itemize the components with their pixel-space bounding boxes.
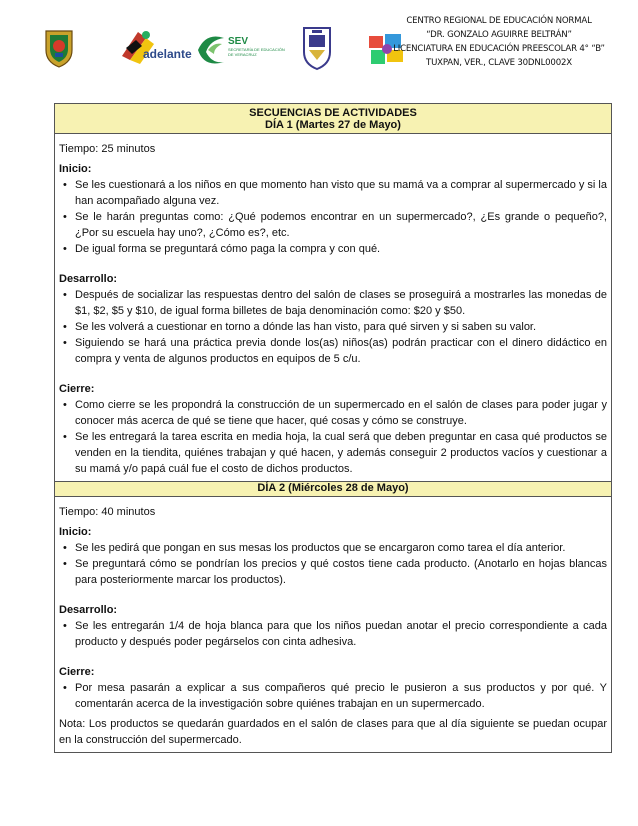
list-item: • De igual forma se preguntará cómo paga la compra y con qué. — [63, 243, 381, 255]
adelante-text: adelante — [143, 47, 192, 61]
day2-note: Nota: Los productos se quedarán guardados en el salón de clases para que al día siguiente se puedan ocupar en la construcción del supermercado. — [59, 718, 607, 746]
day2-time: Tiempo: 40 minutos — [59, 506, 156, 518]
bullet-icon: • — [63, 399, 67, 411]
day1-desarrollo-list — [59, 287, 607, 367]
day2-inicio-label: Inicio: — [59, 526, 92, 538]
logo-strip — [44, 26, 424, 72]
bullet-icon: • — [63, 337, 67, 349]
day1-section — [55, 134, 611, 481]
bullet-icon: • — [63, 682, 67, 694]
day1-time: Tiempo: 25 minutos — [59, 143, 156, 155]
list-item: • Se les volverá a cuestionar en torno a dónde las han visto, para qué sirven y si saben su valor. — [63, 321, 537, 333]
bullet-icon: • — [63, 620, 67, 632]
bullet-icon: • — [63, 243, 67, 255]
day1-heading: DÍA 1 (Martes 27 de Mayo) — [265, 119, 401, 131]
day2-desarrollo-list — [59, 618, 607, 650]
institution-line-1: CENTRO REGIONAL DE EDUCACIÓN NORMAL — [406, 16, 592, 26]
day2-section — [55, 497, 611, 752]
day1-inicio-label: Inicio: — [59, 163, 92, 175]
sev-logo — [194, 30, 286, 68]
activities-table — [54, 103, 612, 753]
day2-cierre-label: Cierre: — [59, 666, 95, 678]
bullet-icon: • — [63, 431, 67, 443]
day1-inicio-list — [59, 177, 607, 257]
institution-header — [384, 14, 614, 70]
list-item: • Siguiendo se hará una práctica previa donde los(as) niños(as) podrán practicar con el dinero didáctico en compra y venta de algunos productos en equipos de 5 c/u. — [63, 337, 607, 365]
sev-title: SEV — [228, 36, 249, 47]
day2-desarrollo-label: Desarrollo: — [59, 604, 118, 616]
adelante-logo — [116, 26, 192, 68]
list-item: • Se preguntará cómo se pondrían los precios y qué costos tiene cada producto. (Anotarlo en hojas blancas para posteriormente marcar los productos). — [63, 558, 607, 586]
institution-line-2: “DR. GONZALO AGUIRRE BELTRÁN” — [426, 30, 572, 40]
list-item: • Se les entregará la tarea escrita en media hoja, la cual será que deben preguntar en casa qué productos se venden en la tiendita, quiénes trabajan y qué hacen, y además conseguir 2 productos vacíos y cuestionar a su mamá y/o papá cuál fue el costo de dichos productos. — [63, 431, 607, 475]
list-item: • Se les entregarán 1/4 de hoja blanca para que los niños puedan anotar el precio correspondiente a cada producto y después poder pegárselos con cinta adhesiva. — [63, 620, 607, 648]
sev-subtitle: SECRETARÍA DE EDUCACIÓN DE VERACRUZ — [228, 47, 285, 57]
institution-line-3: LICENCIATURA EN EDUCACIÓN PREESCOLAR 4° “B” — [393, 44, 605, 54]
list-item: • Después de socializar las respuestas dentro del salón de clases se proseguirá a mostrarles las monedas de $1, $2, $5 y $10, de igual forma billetes de baja denominación como: $20 y $50. — [63, 289, 607, 317]
school-crest-logo — [302, 26, 332, 70]
day1-cierre-label: Cierre: — [59, 383, 95, 395]
day1-cierre-list — [59, 397, 607, 477]
bullet-icon: • — [63, 542, 67, 554]
bullet-icon: • — [63, 179, 67, 191]
bullet-icon: • — [63, 211, 67, 223]
list-item: • Se le harán preguntas como: ¿Qué podemos encontrar en un supermercado?, ¿Es grande o pequeño?, ¿Por su escuela hay uno?, ¿Cómo es?, etc. — [63, 211, 607, 239]
list-item: • Se les cuestionará a los niños en que momento han visto que su mamá va a comprar al supermercado y si la han acompañado alguna vez. — [63, 179, 607, 207]
document-title: SECUENCIAS DE ACTIVIDADES — [249, 107, 417, 119]
bullet-icon: • — [63, 558, 67, 570]
day2-heading: DÍA 2 (Miércoles 28 de Mayo) — [55, 481, 611, 497]
list-item: • Por mesa pasarán a explicar a sus compañeros qué precio le pusieron a sus productos y por qué. Y comentarán acerca de la investigación sobre quiénes trabajan en un supermercado. — [63, 682, 607, 710]
day2-inicio-list — [59, 540, 607, 588]
bullet-icon: • — [63, 321, 67, 333]
table-header — [55, 104, 611, 134]
institution-line-4: TUXPAN, VER., CLAVE 30DNL0002X — [426, 58, 572, 68]
list-item: • Como cierre se les propondrá la construcción de un supermercado en el salón de clases para poder jugar y conocer más acerca de qué se tiene que hacer, qué cosas y cómo se construye. — [63, 399, 607, 427]
bullet-icon: • — [63, 289, 67, 301]
day1-desarrollo-label: Desarrollo: — [59, 273, 118, 285]
day2-cierre-list — [59, 680, 607, 712]
veracruz-coat-of-arms-logo — [44, 28, 74, 68]
list-item: • Se les pedirá que pongan en sus mesas los productos que se encargaron como tarea el día anterior. — [63, 542, 566, 554]
